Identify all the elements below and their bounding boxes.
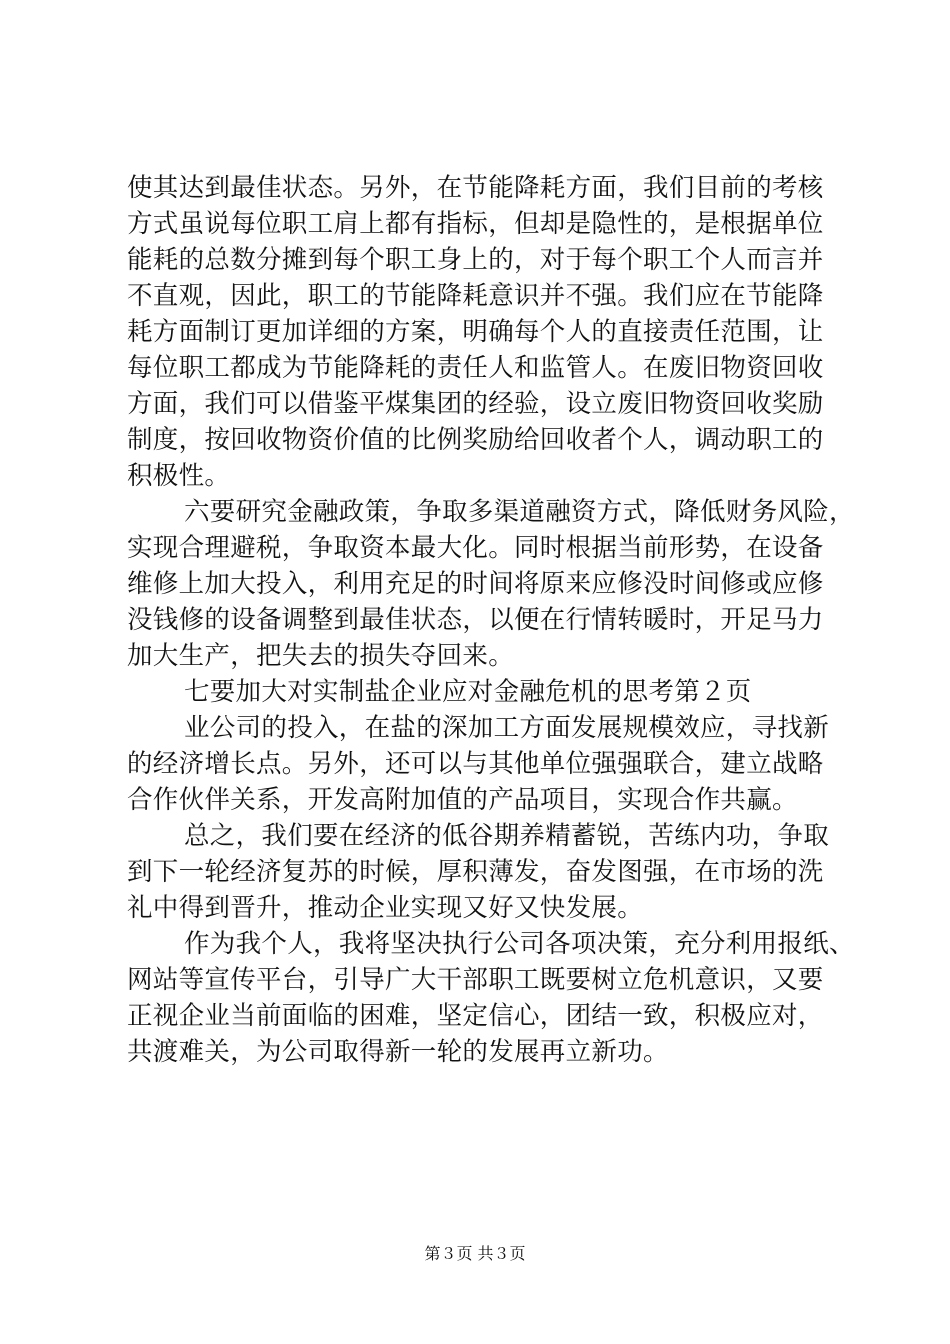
text-line: 不直观，因此，职工的节能降耗意识并不强。我们应在节能降: [127, 281, 824, 311]
text-line: 耗方面制订更加详细的方案，明确每个人的直接责任范围，让: [127, 317, 824, 347]
text-line: 共渡难关，为公司取得新一轮的发展再立新功。: [127, 1037, 669, 1067]
text-line: 实现合理避税，争取资本最大化。同时根据当前形势，在设备: [127, 533, 824, 563]
text-line: 的经济增长点。另外，还可以与其他单位强强联合，建立战略: [127, 749, 824, 779]
text-line: 积极性。: [127, 461, 231, 491]
text-line: 方面，我们可以借鉴平煤集团的经验，设立废旧物资回收奖励: [127, 389, 824, 419]
text-line: 六要研究金融政策，争取多渠道融资方式，降低财务风险，: [184, 497, 855, 527]
text-line: 业公司的投入，在盐的深加工方面发展规模效应，寻找新: [184, 713, 830, 743]
text-line: 能耗的总数分摊到每个职工身上的，对于每个职工个人而言并: [127, 245, 824, 275]
text-line: 维修上加大投入，利用充足的时间将原来应修没时间修或应修: [127, 569, 824, 599]
text-line: 使其达到最佳状态。另外，在节能降耗方面，我们目前的考核: [127, 173, 824, 203]
document-body: [127, 170, 855, 1070]
text-line: 到下一轮经济复苏的时候，厚积薄发，奋发图强，在市场的洗: [127, 857, 824, 887]
text-line: 七要加大对实制盐企业应对金融危机的思考第２页: [184, 677, 752, 707]
text-line: 正视企业当前面临的困难，坚定信心，团结一致，积极应对，: [127, 1001, 824, 1031]
text-line: 礼中得到晋升，推动企业实现又好又快发展。: [127, 893, 644, 923]
text-line: 每位职工都成为节能降耗的责任人和监管人。在废旧物资回收: [127, 353, 824, 383]
text-line: 制度，按回收物资价值的比例奖励给回收者个人，调动职工的: [127, 425, 824, 455]
text-line: 合作伙伴关系，开发高附加值的产品项目，实现合作共赢。: [127, 785, 798, 815]
text-line: 方式虽说每位职工肩上都有指标，但却是隐性的，是根据单位: [127, 209, 824, 239]
page-footer: 第３页 共３页: [424, 1244, 526, 1263]
text-line: 作为我个人，我将坚决执行公司各项决策，充分利用报纸、: [184, 929, 855, 959]
text-line: 网站等宣传平台，引导广大干部职工既要树立危机意识，又要: [127, 965, 824, 995]
text-line: 没钱修的设备调整到最佳状态，以便在行情转暖时，开足马力: [127, 605, 824, 635]
text-line: 总之，我们要在经济的低谷期养精蓄锐，苦练内功，争取: [184, 821, 830, 851]
text-line: 加大生产，把失去的损失夺回来。: [127, 641, 515, 671]
